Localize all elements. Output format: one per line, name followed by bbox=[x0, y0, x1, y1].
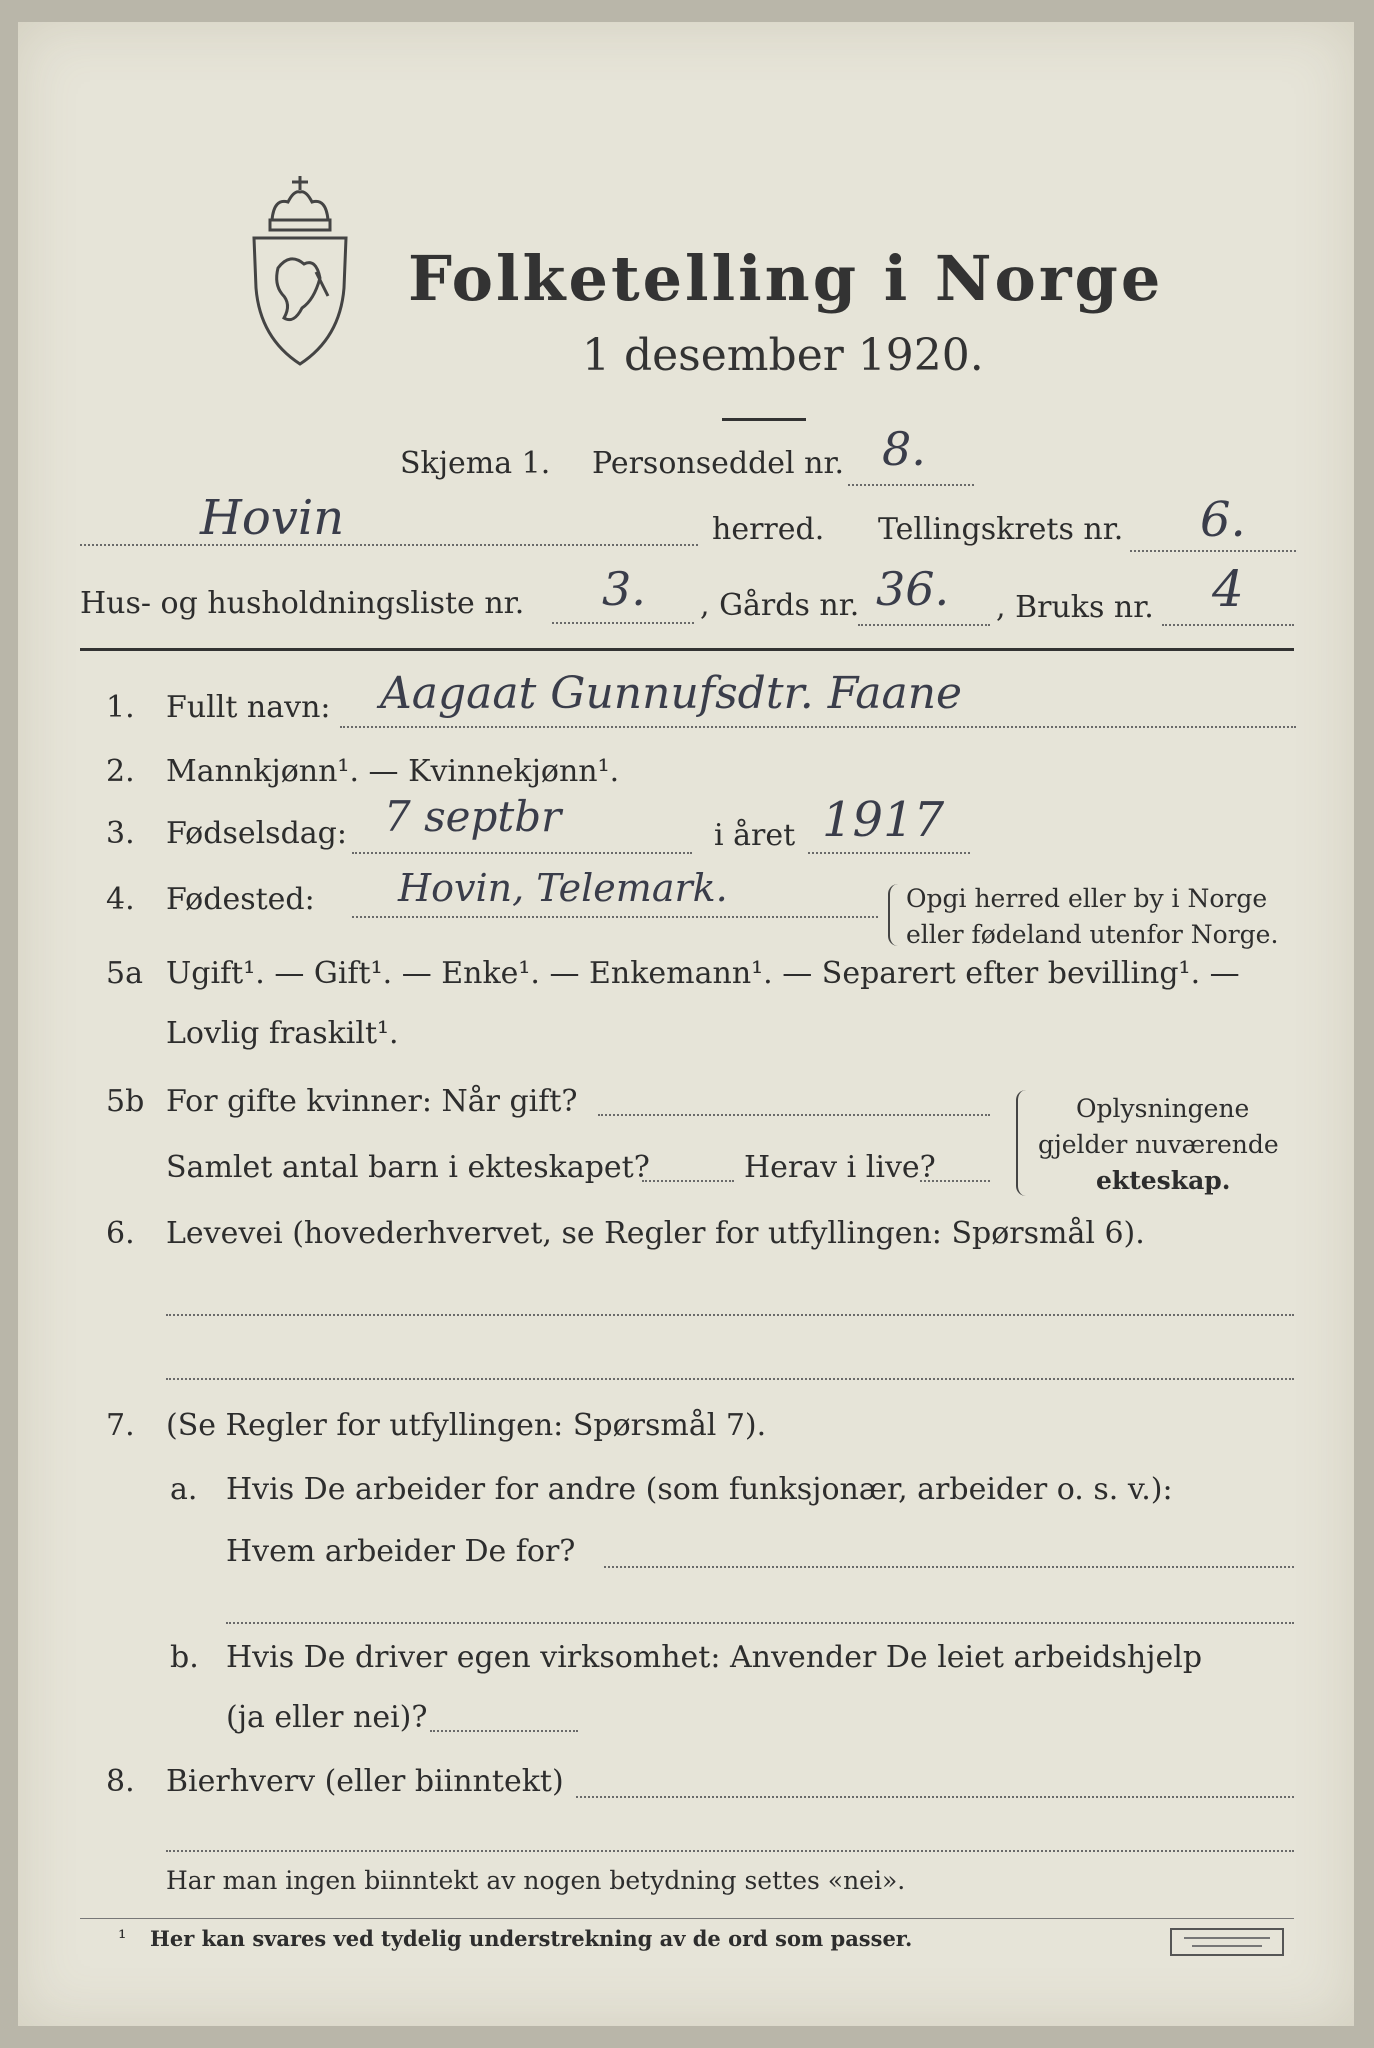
alive-line bbox=[920, 1180, 990, 1182]
marital-status-options-2: Lovlig fraskilt¹. bbox=[166, 1016, 399, 1051]
bruks-line bbox=[1162, 624, 1294, 626]
q1-label: Fullt navn: bbox=[166, 690, 331, 725]
q5b-children-label: Samlet antal barn i ekteskapet? bbox=[166, 1150, 650, 1185]
gards-label: , Gårds nr. bbox=[700, 588, 860, 623]
income-note: Har man ingen biinntekt av nogen betydning settes «nei». bbox=[166, 1866, 906, 1895]
printer-stamp-icon bbox=[1170, 1928, 1284, 1956]
gards-line bbox=[858, 624, 990, 626]
employer-line[interactable] bbox=[604, 1566, 1294, 1568]
skjema-label: Skjema 1. bbox=[400, 446, 551, 481]
gards-value[interactable]: 36. bbox=[876, 562, 950, 616]
footnote-mark: ¹ bbox=[118, 1926, 127, 1950]
birthday-line bbox=[352, 852, 692, 854]
q5b-note-2: gjelder nuværende bbox=[1038, 1130, 1279, 1159]
hus-label: Hus- og husholdningsliste nr. bbox=[80, 586, 525, 621]
form-title: Folketelling i Norge bbox=[408, 242, 1164, 315]
q4-brace bbox=[888, 884, 900, 946]
occupation-line-2[interactable] bbox=[166, 1378, 1294, 1380]
bruks-value[interactable]: 4 bbox=[1212, 560, 1244, 618]
q7a-letter: a. bbox=[170, 1472, 198, 1507]
tellingskrets-label: Tellingskrets nr. bbox=[878, 512, 1124, 547]
birthplace-line bbox=[352, 916, 878, 918]
q1-number: 1. bbox=[106, 690, 135, 725]
q5b-number: 5b bbox=[106, 1084, 145, 1119]
employer-line-2[interactable] bbox=[226, 1622, 1294, 1624]
q7b-letter: b. bbox=[170, 1640, 199, 1675]
q8-label: Bierhverv (eller biinntekt) bbox=[166, 1764, 564, 1799]
q4-label: Fødested: bbox=[166, 882, 315, 917]
hus-value[interactable]: 3. bbox=[602, 562, 646, 616]
q5b-brace bbox=[1016, 1090, 1030, 1196]
personseddel-line bbox=[848, 484, 974, 486]
q7-label: (Se Regler for utfyllingen: Spørsmål 7). bbox=[166, 1408, 767, 1443]
q7b-line1: Hvis De driver egen virksomhet: Anvender De leiet arbeidshjelp bbox=[226, 1640, 1203, 1675]
gender-options: Mannkjønn¹. — Kvinnekjønn¹. bbox=[166, 754, 620, 789]
q7b-line2: (ja eller nei)? bbox=[226, 1700, 428, 1735]
bruks-label: , Bruks nr. bbox=[996, 590, 1154, 625]
herred-line bbox=[80, 544, 698, 546]
q6-label: Levevei (hovederhvervet, se Regler for utfyllingen: Spørsmål 6). bbox=[166, 1216, 1145, 1251]
side-income-line[interactable] bbox=[576, 1796, 1294, 1798]
header-rule bbox=[80, 648, 1294, 651]
tellingskrets-value[interactable]: 6. bbox=[1200, 492, 1246, 548]
full-name-value[interactable]: Aagaat Gunnufsdtr. Faane bbox=[380, 668, 963, 719]
q7a-line2: Hvem arbeider De for? bbox=[226, 1534, 576, 1569]
year-label: i året bbox=[714, 818, 796, 853]
q7a-line1: Hvis De arbeider for andre (som funksjonær, arbeider o. s. v.): bbox=[226, 1472, 1173, 1507]
q5a-number: 5a bbox=[106, 956, 143, 991]
q4-number: 4. bbox=[106, 882, 135, 917]
hired-help-line[interactable] bbox=[430, 1730, 578, 1732]
birth-year-value[interactable]: 1917 bbox=[822, 792, 945, 848]
q3-number: 3. bbox=[106, 816, 135, 851]
census-date: 1 desember 1920. bbox=[582, 330, 984, 381]
q6-number: 6. bbox=[106, 1216, 135, 1251]
q2-number: 2. bbox=[106, 754, 135, 789]
side-income-line-2[interactable] bbox=[166, 1850, 1294, 1852]
q4-note-2: eller fødeland utenfor Norge. bbox=[906, 920, 1279, 949]
married-date-line bbox=[598, 1114, 990, 1116]
q5b-alive-label: Herav i live? bbox=[744, 1150, 936, 1185]
q1-line bbox=[340, 726, 1296, 728]
q5b-note-3: ekteskap. bbox=[1096, 1166, 1231, 1195]
q5b-line1: For gifte kvinner: Når gift? bbox=[166, 1084, 578, 1119]
birthplace-value[interactable]: Hovin, Telemark. bbox=[398, 866, 728, 910]
herred-label: herred. bbox=[712, 512, 825, 547]
marital-status-options: Ugift¹. — Gift¹. — Enke¹. — Enkemann¹. — Separert efter bevilling¹. — bbox=[166, 956, 1240, 991]
year-line bbox=[808, 852, 970, 854]
birthday-value[interactable]: 7 septbr bbox=[384, 792, 562, 841]
q3-label: Fødselsdag: bbox=[166, 816, 347, 851]
q7-number: 7. bbox=[106, 1408, 135, 1443]
q5b-note-1: Oplysningene bbox=[1076, 1094, 1250, 1123]
footnote: Her kan svares ved tydelig understrekning av de ord som passer. bbox=[150, 1926, 913, 1951]
personseddel-value[interactable]: 8. bbox=[882, 422, 926, 476]
footer-rule bbox=[80, 1918, 1294, 1919]
hus-line bbox=[552, 622, 694, 624]
herred-value[interactable]: Hovin bbox=[200, 490, 345, 546]
occupation-line-1[interactable] bbox=[166, 1314, 1294, 1316]
coat-of-arms-icon bbox=[244, 168, 356, 368]
q4-note-1: Opgi herred eller by i Norge bbox=[906, 884, 1268, 913]
personseddel-label: Personseddel nr. bbox=[592, 446, 845, 481]
children-line bbox=[642, 1180, 734, 1182]
tellingskrets-line bbox=[1130, 550, 1296, 552]
title-divider bbox=[722, 418, 806, 421]
q8-number: 8. bbox=[106, 1764, 135, 1799]
